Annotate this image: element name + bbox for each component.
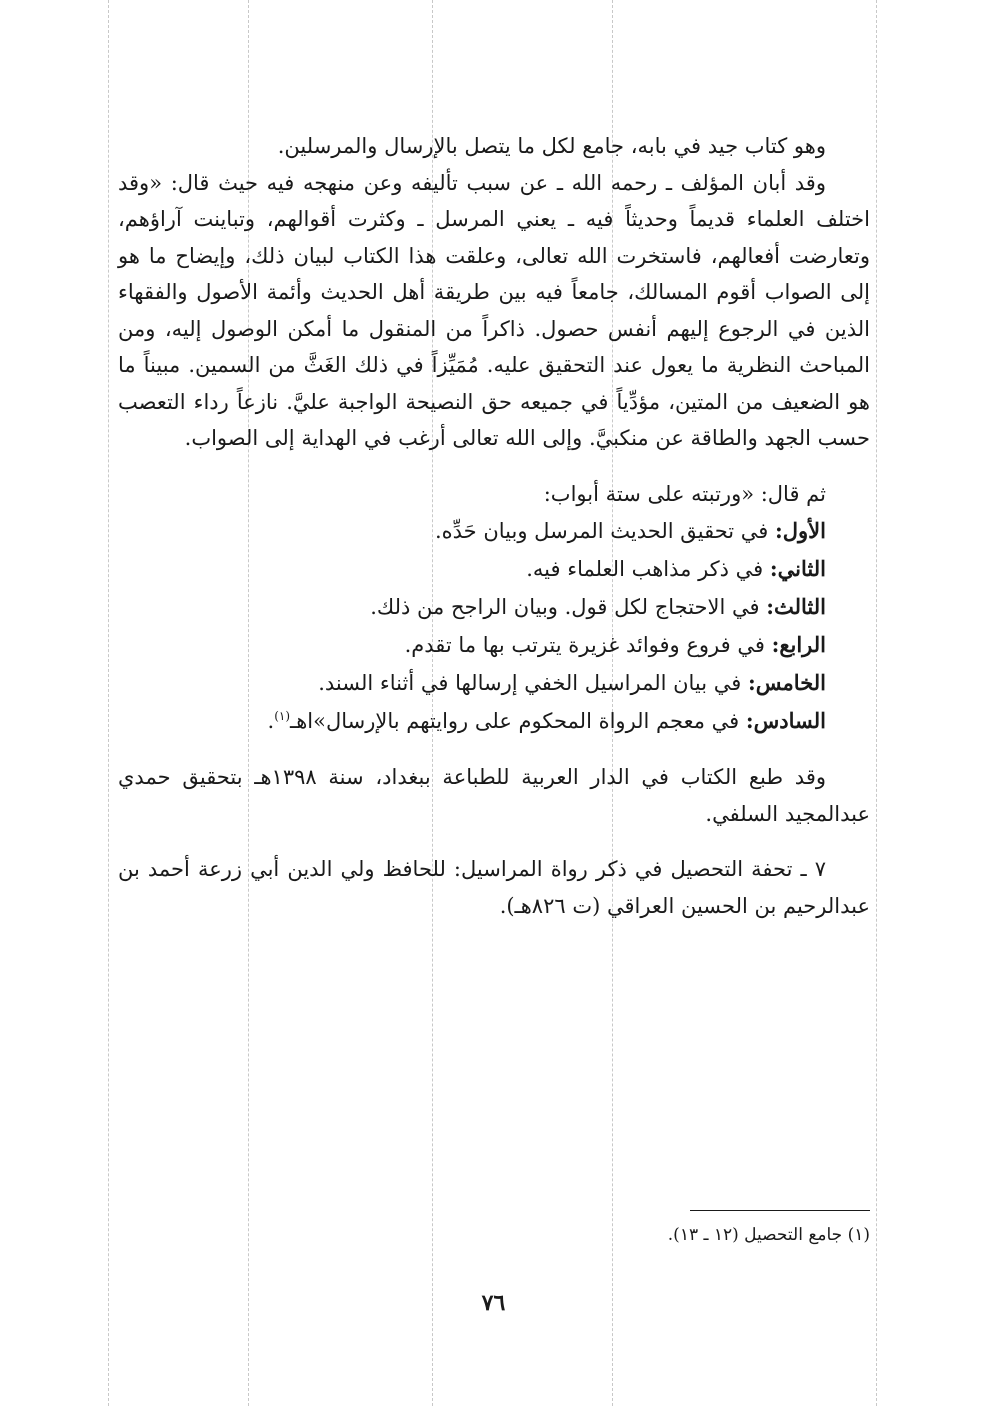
chapter-item: [118, 702, 870, 740]
chapter-tail: .: [267, 709, 275, 733]
chapter-text: في ذكر مذاهب العلماء فيه.: [526, 557, 764, 581]
chapter-item: [118, 588, 870, 626]
chapter-label: الرابع:: [771, 632, 826, 657]
chapter-item: [118, 550, 870, 588]
footnote-marker: (١): [274, 709, 291, 723]
page-body: [118, 128, 870, 924]
paragraph-book-entry: ٧ ـ تحفة التحصيل في ذكر رواة المراسيل: للحافظ ولي الدين أبي زرعة أحمد بن عبدالرحيم بن الحسين العراقي (ت ٨٢٦هـ).: [118, 857, 870, 918]
chapter-text: في الاحتجاج لكل قول. وبيان الراجح من ذلك.: [370, 595, 760, 619]
chapter-label: السادس:: [745, 708, 826, 733]
chapter-label: الثالث:: [766, 594, 826, 619]
paragraph-edition: وقد طبع الكتاب في الدار العربية للطباعة ببغداد، سنة ١٣٩٨هـ بتحقيق حمدي عبدالمجيد السلفي.: [118, 765, 870, 826]
chapter-label: الأول:: [775, 518, 826, 543]
paragraph-chapters-intro: ثم قال: «ورتبته على ستة أبواب:: [543, 481, 826, 506]
chapter-item: [118, 512, 870, 550]
page-number: ٧٦: [481, 1290, 506, 1316]
chapter-text: في بيان المراسيل الخفي إرسالها في أثناء السند.: [318, 671, 742, 695]
scan-guide-line: [876, 0, 877, 1406]
footnote-rule: [690, 1210, 870, 1211]
chapter-item: [118, 664, 870, 702]
chapter-text: في فروع وفوائد غزيرة يترتب بها ما تقدم.: [404, 633, 765, 657]
chapter-label: الخامس:: [748, 670, 826, 695]
chapter-item: [118, 626, 870, 664]
scan-guide-line: [108, 0, 109, 1406]
paragraph-intro: وهو كتاب جيد في بابه، جامع لكل ما يتصل بالإرسال والمرسلين.: [277, 134, 826, 158]
paragraph-author-quote: وقد أبان المؤلف ـ رحمه الله ـ عن سبب تأليفه وعن منهجه فيه حيث قال: «وقد اختلف العلماء قديماً وحديثاً فيه ـ يعني المرسل ـ وكثرت أقوالهم، وتباينت آراؤهم، وتعارضت أفعالهم، فاستخرت الله تعالى، وعلقت هذا الكتاب لبيان ذلك، وإيضاح ما هو إلى الصواب أقوم المسالك، جامعاً فيه بين طريقة أهل الحديث وأئمة الأصول والفقهاء الذين في الرجوع إليهم أنفس حصول. ذاكراً من المنقول ما أمكن الوصول إليه، ومن المباحث النظرية ما يعول عند التحقيق عليه. مُمَيِّزاً في ذلك الغَثَّ من السمين. مبيناً ما هو الضعيف من المتين، مؤدِّياً في جميعه حق النصيحة الواجبة عليَّ. نازعاً رداء التعصب حسب الجهد والطاقة عن منكبيَّ. وإلى الله تعالى أرغب في الهداية إلى الصواب.: [118, 170, 870, 450]
chapter-text: في معجم الرواة المحكوم على روايتهم بالإرسال»اهـ: [290, 709, 740, 733]
chapter-text: في تحقيق الحديث المرسل وبيان حَدِّه.: [434, 519, 769, 543]
chapter-label: الثاني:: [769, 556, 826, 581]
footnote: (١) جامع التحصيل (١٢ ـ ١٣).: [667, 1225, 870, 1245]
